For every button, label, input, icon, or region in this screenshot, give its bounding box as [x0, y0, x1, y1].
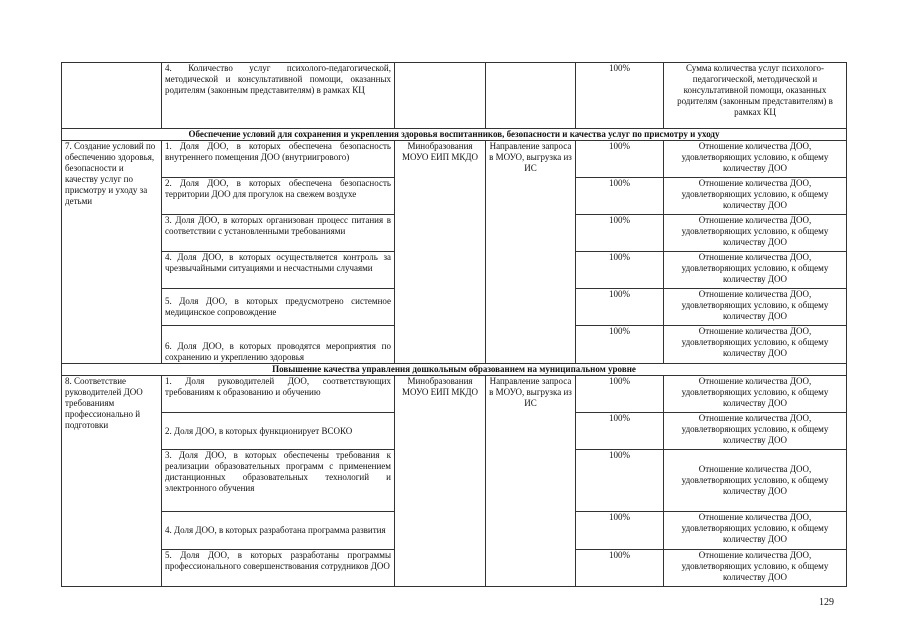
value-cell: 100% [576, 450, 664, 512]
section-header-row [62, 129, 847, 141]
value-cell: 100% [576, 376, 664, 413]
value-cell: 100% [576, 252, 664, 289]
indicators-table [61, 62, 847, 587]
calculation-cell: Отношение количества ДОО, удовлетворяющих условию, к общему количеству ДОО [664, 289, 847, 326]
value-cell: 100% [576, 141, 664, 178]
section-header-row [62, 364, 847, 376]
calculation-cell: Отношение количества ДОО, удовлетворяющих условию, к общему количеству ДОО [664, 550, 847, 587]
calculation-cell: Сумма количества услуг психолого-педагогической, методической и консультативной помощи, оказанных родителям (законным представителям) в рамках КЦ [664, 63, 847, 129]
calculation-cell: Отношение количества ДОО, удовлетворяющих условию, к общему количеству ДОО [664, 326, 847, 364]
direction-cell: 7. Создание условий по обеспечению здоровья, безопасности и качеству услуг по присмотру и уходу за детьми [62, 141, 162, 364]
source-cell: Минобразования МОУО ЕИП МКДО [395, 141, 486, 364]
calculation-cell: Отношение количества ДОО, удовлетворяющих условию, к общему количеству ДОО [664, 178, 847, 215]
table-row [62, 376, 847, 413]
direction-cell: 8. Соответствие руководителей ДОО требованиям профессионально й подготовки [62, 376, 162, 587]
value-cell: 100% [576, 413, 664, 450]
indicator-cell: 6. Доля ДОО, в которых проводятся мероприятия по сохранению и укреплению здоровья [162, 326, 395, 364]
table-row [62, 141, 847, 178]
method-cell: Направление запроса в МОУО, выгрузка из ИС [486, 141, 576, 364]
method-cell [486, 63, 576, 129]
value-cell: 100% [576, 63, 664, 129]
calculation-cell: Отношение количества ДОО, удовлетворяющих условию, к общему количеству ДОО [664, 141, 847, 178]
indicator-cell: 5. Доля ДОО, в которых разработаны программы профессионального совершенствования сотрудников ДОО [162, 550, 395, 587]
indicator-cell: 2. Доля ДОО, в которых функционирует ВСОКО [162, 413, 395, 450]
calculation-cell: Отношение количества ДОО, удовлетворяющих условию, к общему количеству ДОО [664, 450, 847, 512]
indicator-cell: 4. Доля ДОО, в которых осуществляется контроль за чрезвычайными ситуациями и несчастными случаями [162, 252, 395, 289]
source-cell: Минобразования МОУО ЕИП МКДО [395, 376, 486, 587]
indicator-cell: 3. Доля ДОО, в которых обеспечены требования к реализации образовательных программ с применением дистанционных образовательных технологий и электронного обучения [162, 450, 395, 512]
value-cell: 100% [576, 215, 664, 252]
indicator-cell: 1. Доля ДОО, в которых обеспечена безопасность внутреннего помещения ДОО (внутриигрового) [162, 141, 395, 178]
indicator-cell: 4. Количество услуг психолого-педагогической, методической и консультативной помощи, оказанных родителям (законным представителям) в рамках КЦ [162, 63, 395, 129]
calculation-cell: Отношение количества ДОО, удовлетворяющих условию, к общему количеству ДОО [664, 413, 847, 450]
section-title: Обеспечение условий для сохранения и укрепления здоровья воспитанников, безопасности и качества услуг по присмотру и уходу [62, 129, 847, 141]
indicator-cell: 1. Доля руководителей ДОО, соответствующих требованиям к образованию и обучению [162, 376, 395, 413]
indicator-cell: 2. Доля ДОО, в которых обеспечена безопасность территории ДОО для прогулок на свежем воздухе [162, 178, 395, 215]
section-title: Повышение качества управления дошкольным образованием на муниципальном уровне [62, 364, 847, 376]
calculation-cell: Отношение количества ДОО, удовлетворяющих условию, к общему количеству ДОО [664, 215, 847, 252]
method-cell: Направление запроса в МОУО, выгрузка из ИС [486, 376, 576, 587]
value-cell: 100% [576, 178, 664, 215]
calculation-cell: Отношение количества ДОО, удовлетворяющих условию, к общему количеству ДОО [664, 512, 847, 550]
indicator-cell: 3. Доля ДОО, в которых организован процесс питания в соответствии с установленными требованиями [162, 215, 395, 252]
value-cell: 100% [576, 289, 664, 326]
indicator-cell: 5. Доля ДОО, в которых предусмотрено системное медицинское сопровождение [162, 289, 395, 326]
direction-cell [62, 63, 162, 129]
table-row [62, 63, 847, 129]
source-cell [395, 63, 486, 129]
value-cell: 100% [576, 512, 664, 550]
calculation-cell: Отношение количества ДОО, удовлетворяющих условию, к общему количеству ДОО [664, 376, 847, 413]
indicator-cell: 4. Доля ДОО, в которых разработана программа развития [162, 512, 395, 550]
calculation-cell: Отношение количества ДОО, удовлетворяющих условию, к общему количеству ДОО [664, 252, 847, 289]
page-number: 129 [819, 597, 834, 608]
value-cell: 100% [576, 326, 664, 364]
value-cell: 100% [576, 550, 664, 587]
